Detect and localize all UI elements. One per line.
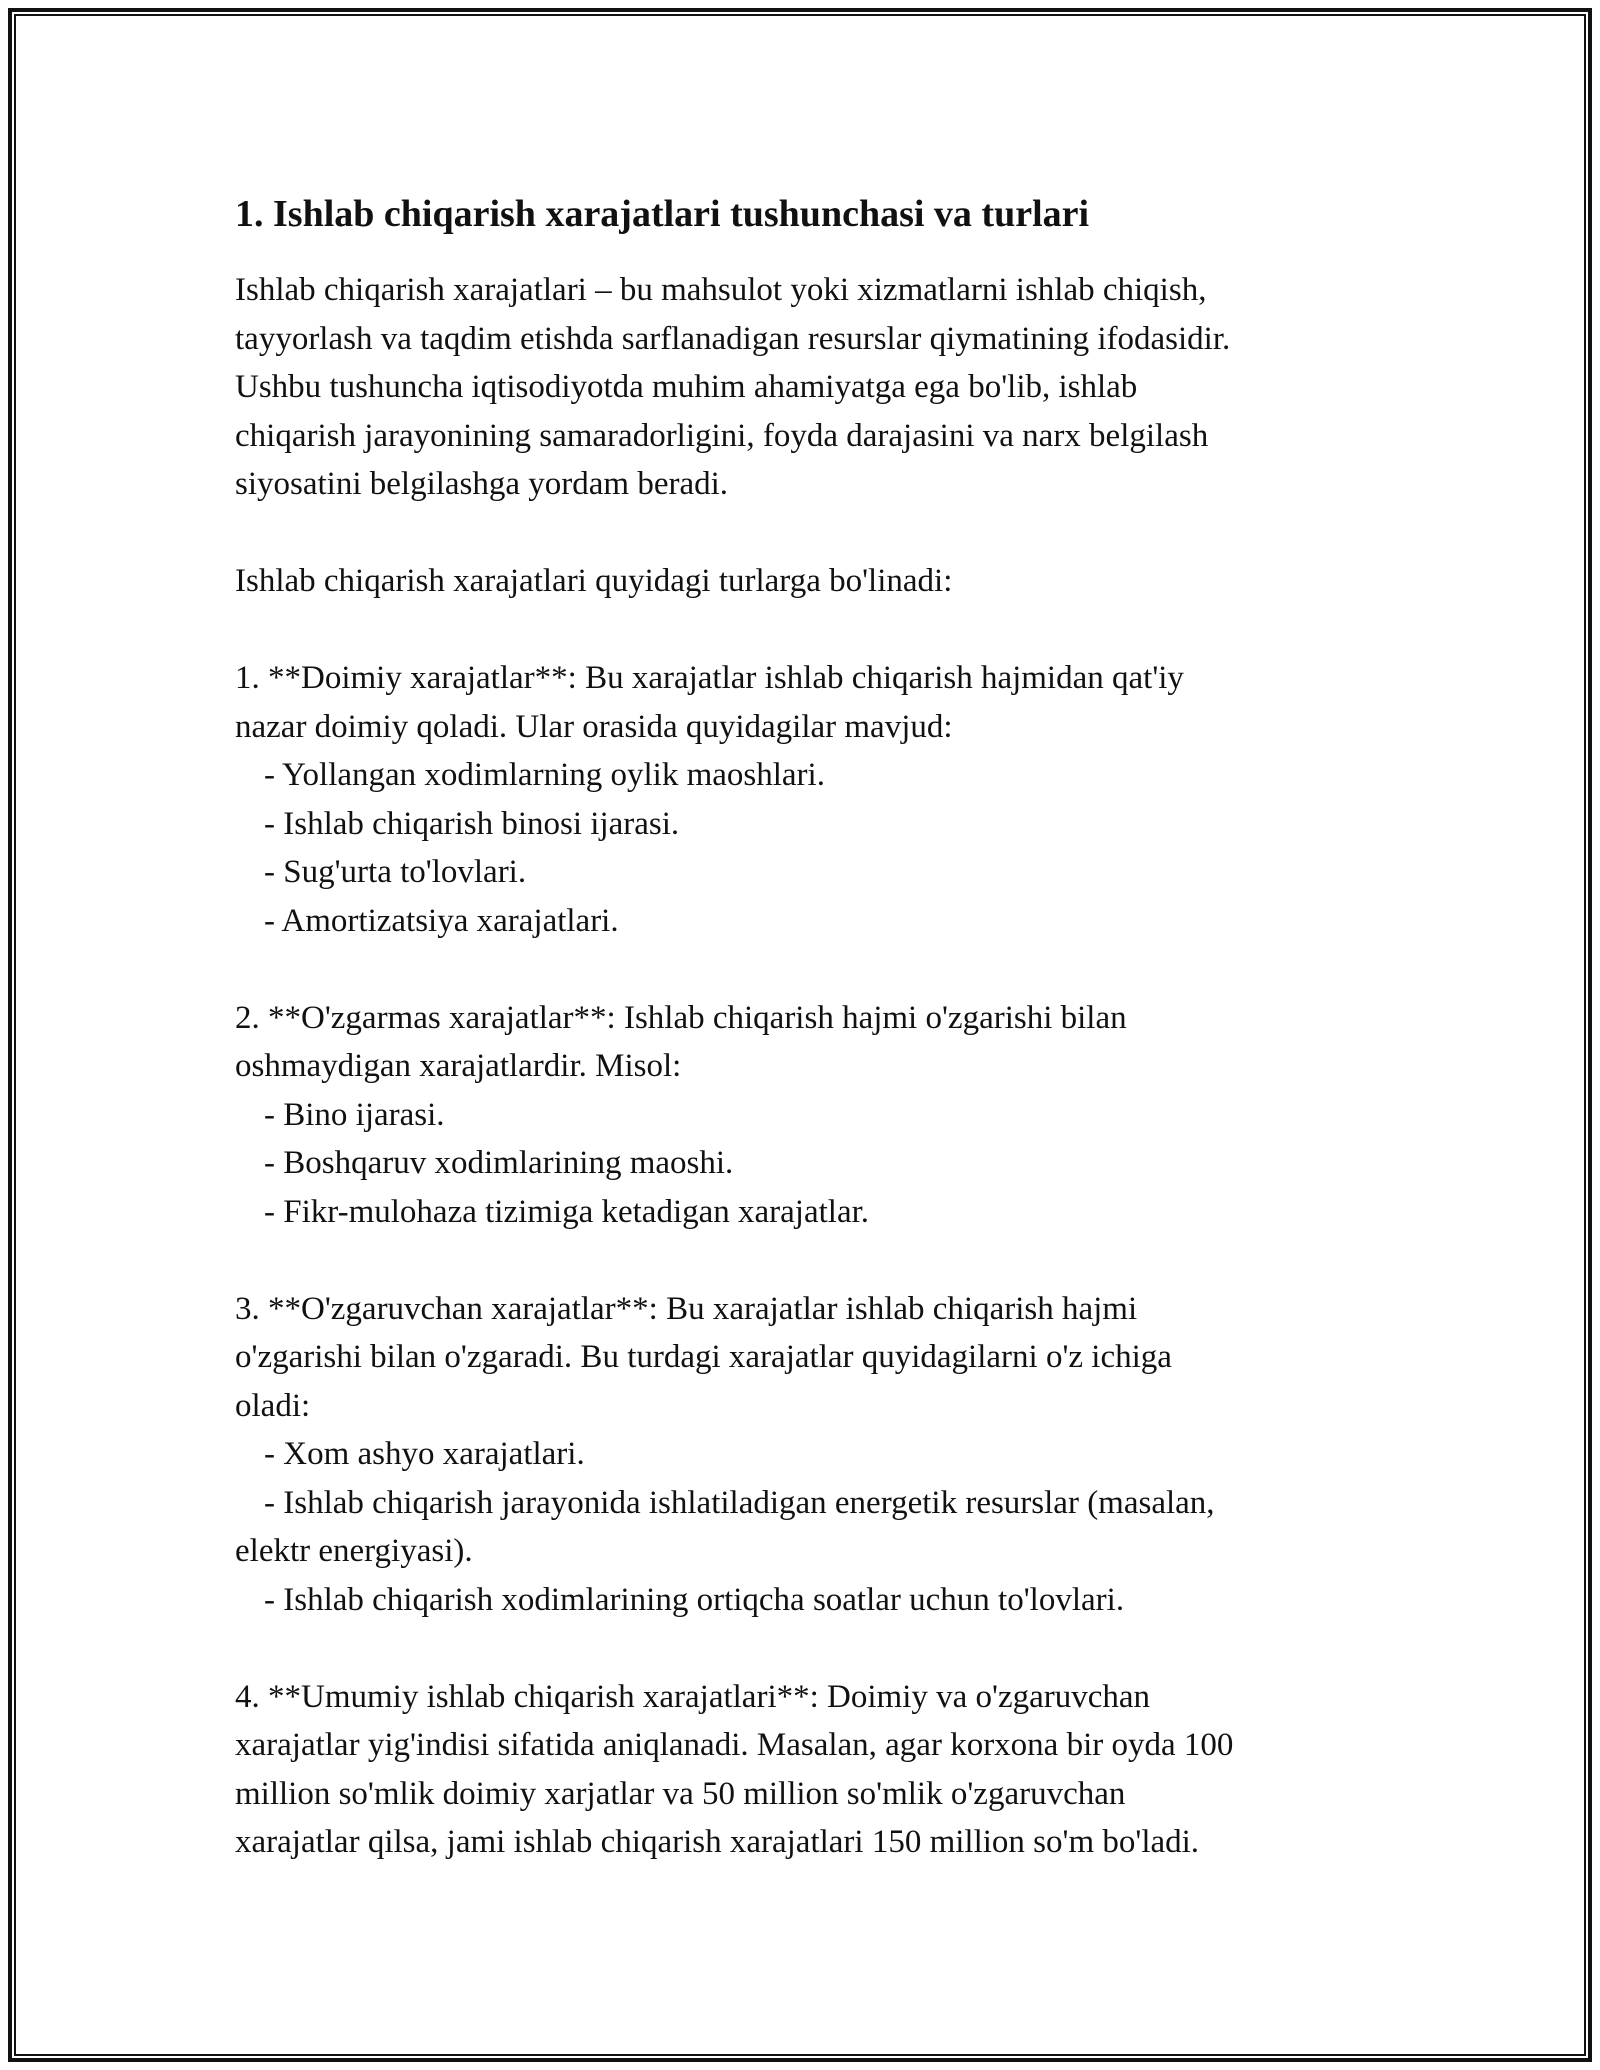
intro-line: Ushbu tushuncha iqtisodiyotda muhim ahamiyatga ega bo'lib, ishlab	[235, 369, 1138, 405]
spacer	[235, 945, 1395, 994]
list-item: - Ishlab chiqarish binosi ijarasi.	[264, 805, 680, 842]
section-variable-costs	[235, 1285, 1395, 1625]
section-line: 2. **O'zgarmas xarajatlar**: Ishlab chiqarish hajmi o'zgarishi bilan	[235, 999, 1127, 1036]
list-item: - Boshqaruv xodimlarining maoshi.	[264, 1145, 734, 1181]
list-item: - Xom ashyo xarajatlari.	[264, 1436, 585, 1472]
section-line: nazar doimiy qoladi. Ular orasida quyidagilar mavjud:	[235, 708, 953, 745]
section-total-costs	[235, 1673, 1395, 1867]
intro-paragraph	[235, 266, 1395, 509]
document-body	[235, 186, 1395, 1867]
section-fixed-costs	[235, 654, 1395, 945]
intro-line: siyosatini belgilashga yordam beradi.	[235, 466, 729, 502]
list-item: - Fikr-mulohaza tizimiga ketadigan xarajatlar.	[264, 1193, 870, 1230]
list-item: - Sug'urta to'lovlari.	[264, 854, 527, 890]
section-line: o'zgarishi bilan o'zgaradi. Bu turdagi xarajatlar quyidagilarni o'z ichiga	[235, 1339, 1172, 1375]
section-unchanging-costs	[235, 994, 1395, 1237]
section-line: 1. **Doimiy xarajatlar**: Bu xarajatlar ishlab chiqarish hajmidan qat'iy	[235, 660, 1184, 696]
section-line: oladi:	[235, 1387, 311, 1424]
list-item-continuation: elektr energiyasi).	[235, 1533, 473, 1569]
list-item: - Ishlab chiqarish jarayonida ishlatiladigan energetik resurslar (masalan,	[264, 1484, 1215, 1521]
section-line: 4. **Umumiy ishlab chiqarish xarajatlari**: Doimiy va o'zgaruvchan	[235, 1678, 1151, 1715]
section-line: million so'mlik doimiy xarjatlar va 50 million so'mlik o'zgaruvchan	[235, 1775, 1126, 1812]
spacer	[235, 1236, 1395, 1285]
list-item: - Ishlab chiqarish xodimlarining ortiqcha soatlar uchun to'lovlari.	[264, 1581, 1125, 1618]
list-item: - Bino ijarasi.	[264, 1096, 445, 1133]
section-line: 3. **O'zgaruvchan xarajatlar**: Bu xarajatlar ishlab chiqarish hajmi	[235, 1290, 1138, 1327]
list-item: - Amortizatsiya xarajatlari.	[264, 902, 619, 939]
intro-line: chiqarish jarayonining samaradorligini, foyda darajasini va narx belgilash	[235, 417, 1209, 454]
intro-line: tayyorlash va taqdim etishda sarflanadigan resurslar qiymatining ifodasidir.	[235, 320, 1231, 357]
section-line: xarajatlar yig'indisi sifatida aniqlanadi. Masalan, agar korxona bir oyda 100	[235, 1727, 1234, 1763]
section-line: oshmaydigan xarajatlardir. Misol:	[235, 1048, 682, 1084]
page-title: 1. Ishlab chiqarish xarajatlari tushunchasi va turlari	[235, 193, 1090, 235]
spacer	[235, 606, 1395, 655]
section-line: xarajatlar qilsa, jami ishlab chiqarish xarajatlari 150 million so'm bo'ladi.	[235, 1824, 1200, 1860]
spacer	[235, 1624, 1395, 1673]
list-item: - Yollangan xodimlarning oylik maoshlari.	[264, 757, 825, 793]
spacer	[235, 509, 1395, 558]
types-intro: Ishlab chiqarish xarajatlari quyidagi turlarga bo'linadi:	[235, 563, 953, 599]
intro-line: Ishlab chiqarish xarajatlari – bu mahsulot yoki xizmatlarni ishlab chiqish,	[235, 272, 1207, 308]
